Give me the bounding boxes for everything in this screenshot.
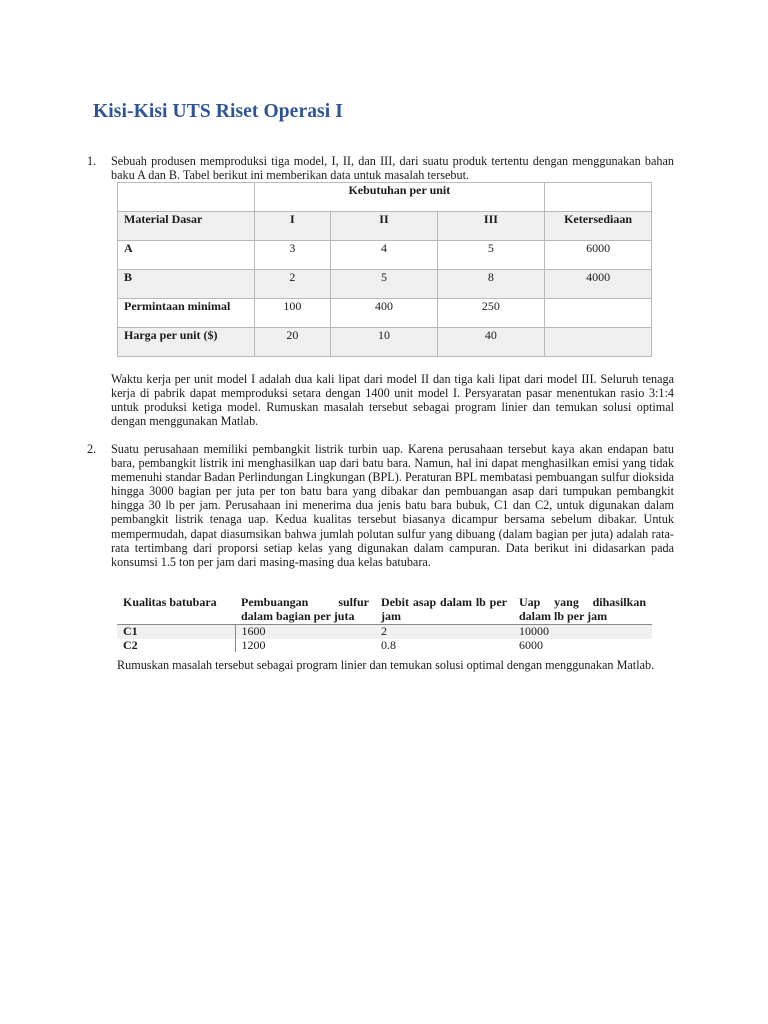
table-header-cell: Debit asap dalam lb per jam bbox=[375, 596, 513, 625]
document-title: Kisi-Kisi UTS Riset Operasi I bbox=[93, 101, 343, 122]
table-cell: 6000 bbox=[545, 241, 652, 270]
table-header-empty bbox=[545, 183, 652, 212]
table-header-cell: II bbox=[331, 212, 437, 241]
question-2-intro: Suatu perusahaan memiliki pembangkit listrik turbin uap. Karena perusahaan tersebut kaya akan endapan batu bara, pembangkit listrik ini menghasilkan uap dari batu bara. Namun, hal ini dapat menghasilkan emisi yang tidak memenuhi standar Badan Perlindungan Lingkungan (BPL). Peraturan BPL membatasi pembuangan sulfur dioksida hingga 3000 bagian per juta per ton batu bara yang dibakar dan pembuangan asap dari tumpukan pembangkit hingga 30 lb per jam. Perusahaan ini menerima dua jenis batu bara bubuk, C1 dan C2, untuk digunakan dalam pembangkit listrik tenaga uap. Kedua kualitas tersebut biasanya dicampur bersama sebelum dibakar. Untuk mempermudah, dapat diasumsikan bahwa jumlah polutan sulfur yang dibuang (dalam bagian per juta) adalah rata-rata tertimbang dari proporsi setiap kelas yang digunakan dalam campuran. Data berikut ini didasarkan pada konsumsi 1.5 ton per jam dari masing-masing dua kelas batubara. bbox=[111, 442, 674, 569]
question-2-followup: Rumuskan masalah tersebut sebagai program linier dan temukan solusi optimal dengan menggunakan Matlab. bbox=[117, 658, 655, 672]
table-cell: 4000 bbox=[545, 270, 652, 299]
table-header-cell: Material Dasar bbox=[118, 212, 255, 241]
table-cell: 8 bbox=[437, 270, 544, 299]
table-cell: Harga per unit ($) bbox=[118, 328, 255, 357]
table-cell: 100 bbox=[254, 299, 331, 328]
table-group-header: Kebutuhan per unit bbox=[254, 183, 545, 212]
table-cell: 20 bbox=[254, 328, 331, 357]
question-1-followup: Waktu kerja per unit model I adalah dua kali lipat dari model II dan tiga kali lipat dari model III. Seluruh tenaga kerja di pabrik dapat memproduksi setara dengan 1400 unit model I. Persyaratan pasar menentukan rasio 3:1:4 untuk produksi ketiga model. Rumuskan masalah tersebut sebagai program linier dan temukan solusi optimal dengan menggunakan Matlab. bbox=[111, 372, 674, 429]
table-header-cell: I bbox=[254, 212, 331, 241]
table-header-cell: Pembuangan sulfur dalam bagian per juta bbox=[235, 596, 375, 625]
table-cell: 6000 bbox=[519, 637, 543, 652]
question-2-number: 2. bbox=[87, 442, 97, 456]
table-cell: 4 bbox=[331, 241, 437, 270]
table-cell bbox=[545, 299, 652, 328]
table-cell: 40 bbox=[437, 328, 544, 357]
table-row bbox=[117, 625, 652, 639]
table-cell: 2 bbox=[254, 270, 331, 299]
table-cell: A bbox=[118, 241, 255, 270]
table-cell: 10 bbox=[331, 328, 437, 357]
table-row bbox=[118, 270, 652, 299]
table-row bbox=[118, 241, 652, 270]
table-cell: Permintaan minimal bbox=[118, 299, 255, 328]
table-header-cell: Ketersediaan bbox=[545, 212, 652, 241]
question-1-intro: Sebuah produsen memproduksi tiga model, I, II, dan III, dari suatu produk tertentu dengan menggunakan bahan baku A dan B. Tabel berikut ini memberikan data untuk masalah tersebut. bbox=[111, 154, 674, 183]
table-cell bbox=[545, 328, 652, 357]
table-cell: C2 bbox=[123, 637, 138, 652]
table-header-cell: Uap yang dihasilkan dalam lb per jam bbox=[513, 596, 652, 625]
table-cell: C1 bbox=[117, 625, 235, 639]
table-cell: 250 bbox=[437, 299, 544, 328]
table-header-cell: Kualitas batubara bbox=[117, 596, 235, 625]
coal-quality-table bbox=[117, 596, 652, 652]
table-cell: 0.8 bbox=[381, 637, 396, 652]
table-cell: 1200 bbox=[235, 639, 375, 653]
table-cell: B bbox=[118, 270, 255, 299]
question-1-number: 1. bbox=[87, 154, 97, 168]
requirements-table bbox=[117, 182, 652, 357]
table-row bbox=[117, 639, 652, 653]
table-cell: 1600 bbox=[235, 625, 375, 639]
table-cell: 5 bbox=[331, 270, 437, 299]
table-cell: 2 bbox=[375, 625, 513, 639]
table-cell: 400 bbox=[331, 299, 437, 328]
table-cell: 3 bbox=[254, 241, 331, 270]
table-header-cell: III bbox=[437, 212, 544, 241]
table-cell: 10000 bbox=[513, 625, 652, 639]
table-row bbox=[118, 299, 652, 328]
table-cell: 5 bbox=[437, 241, 544, 270]
table-header-empty bbox=[118, 183, 255, 212]
table-row bbox=[118, 328, 652, 357]
